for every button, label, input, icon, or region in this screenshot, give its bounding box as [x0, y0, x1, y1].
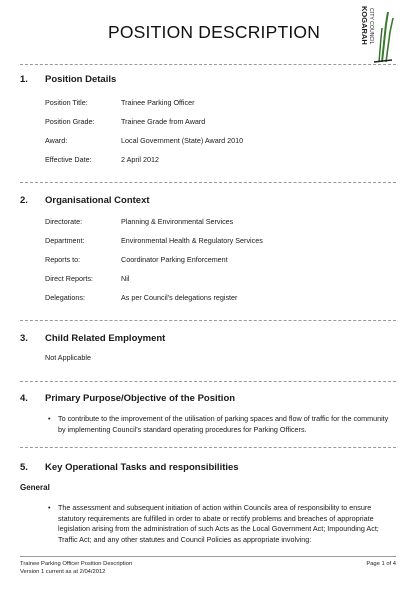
- field-label: Position Grade:: [45, 117, 95, 126]
- svg-text:CITY COUNCIL: CITY COUNCIL: [368, 8, 374, 45]
- field-value: Local Government (State) Award 2010: [121, 136, 244, 145]
- footer-version: Version 1 current as at 2/04/2012: [20, 569, 106, 575]
- section-title: Position Details: [45, 74, 117, 85]
- field-label: Department:: [45, 236, 85, 245]
- bullet-icon: •: [48, 414, 51, 423]
- footer-page-number: Page 1 of 4: [366, 561, 396, 567]
- field-value: Trainee Grade from Award: [121, 117, 206, 126]
- section-title: Child Related Employment: [45, 333, 166, 344]
- document-title: POSITION DESCRIPTION: [108, 22, 321, 42]
- field-value: Coordinator Parking Enforcement: [121, 255, 228, 264]
- field-value: 2 April 2012: [121, 155, 159, 164]
- field-label: Delegations:: [45, 293, 85, 302]
- section-number: 2.: [20, 195, 28, 206]
- field-value: Environmental Health & Regulatory Services: [121, 236, 263, 245]
- field-value: Trainee Parking Officer: [121, 98, 195, 107]
- subheading: General: [20, 483, 50, 492]
- bullet-text: The assessment and subsequent initiation of action within Councils area of responsibility to ensure statutory requirements are fulfilled in order to abate or rectify problems and breaches of appropriate legislation arising from the administration of such Acts as the Local Government Act; Impounding Act; Traffic Act; and any other statutes and Council Policies as appropriate involving:: [58, 503, 379, 544]
- divider: [20, 182, 396, 183]
- council-logo: [352, 4, 396, 64]
- divider: [20, 447, 396, 448]
- svg-text:KOGARAH: KOGARAH: [360, 6, 369, 45]
- footer-doc-name: Trainee Parking Officer Position Description: [20, 561, 133, 567]
- footer-divider: [20, 556, 396, 557]
- bullet-text: To contribute to the improvement of the utilisation of parking spaces and flow of traffic for the community by implementing Council's standard operating procedures for Parking Officers.: [58, 414, 389, 434]
- divider: [20, 64, 396, 65]
- divider: [20, 381, 396, 382]
- section-title: Primary Purpose/Objective of the Position: [45, 393, 236, 404]
- field-label: Direct Reports:: [45, 274, 93, 283]
- section-text: Not Applicable: [45, 353, 91, 362]
- field-label: Award:: [45, 136, 68, 145]
- section-number: 1.: [20, 74, 28, 85]
- bullet-icon: •: [48, 503, 51, 512]
- section-number: 5.: [20, 462, 28, 473]
- field-label: Position Title:: [45, 98, 88, 107]
- section-number: 3.: [20, 333, 28, 344]
- field-label: Reports to:: [45, 255, 81, 264]
- section-title: Organisational Context: [45, 195, 150, 206]
- section-title: Key Operational Tasks and responsibilities: [45, 462, 239, 473]
- field-label: Directorate:: [45, 217, 83, 226]
- field-value: As per Council's delegations register: [121, 293, 238, 302]
- divider: [20, 320, 396, 321]
- field-value: Nil: [121, 274, 130, 283]
- field-label: Effective Date:: [45, 155, 92, 164]
- field-value: Planning & Environmental Services: [121, 217, 234, 226]
- section-number: 4.: [20, 393, 28, 404]
